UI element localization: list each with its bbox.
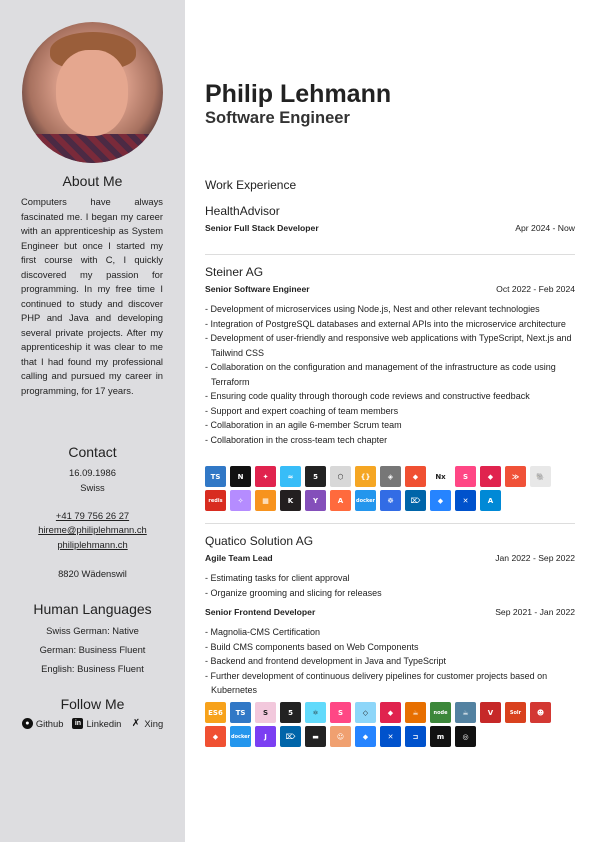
confluence-icon: ✕ (455, 490, 476, 511)
nestjs-icon: ✦ (255, 466, 276, 487)
bullet-item: - Support and expert coaching of team members (205, 404, 575, 419)
bullet-item: - Collaboration in an agile 6-member Scrum team (205, 418, 575, 433)
bullet-item: - Development of microservices using Node.js, Nest and other relevant technologies (205, 302, 575, 317)
company-name: HealthAdvisor (205, 204, 280, 218)
react-icon: ⚛ (305, 702, 326, 723)
divider (205, 254, 575, 255)
es6-icon: ES6 (205, 702, 226, 723)
json-icon: {} (355, 466, 376, 487)
nestjs-shield-icon: ◆ (380, 702, 401, 723)
about-heading: About Me (62, 173, 123, 189)
job-bullets (205, 302, 575, 447)
java-icon: ☕ (405, 702, 426, 723)
bullet-item: - Further development of continuous delivery pipelines for customer projects based on Kubernetes (205, 669, 575, 698)
about-text: Computers have always fascinated me. I began my career with an apprenticeship as System Engineer but once I started my first course with C, I quickly discovered my passion for programming. In my free time I continued to study and discover PHP and Java and developing several private projects. After my apprenticeship it was clear to me that I had found my professional calling and pursued my career in programming, for 17 years. (21, 196, 163, 396)
sentry-icon: A (330, 490, 351, 511)
graphql-purple-icon: ✧ (230, 490, 251, 511)
person-name: Philip Lehmann (205, 80, 392, 108)
git-icon: ◆ (205, 726, 226, 747)
bullet-item: - Organize grooming and slicing for releases (205, 586, 575, 601)
bitbucket-icon: ⊐ (405, 726, 426, 747)
sass-icon: S (255, 702, 276, 723)
kubernetes-icon: ☸ (380, 490, 401, 511)
contact-birthdate: 16.09.1986 (69, 467, 116, 478)
bullet-item: - Build CMS components based on Web Components (205, 640, 575, 655)
bullet-item: - Estimating tasks for client approval (205, 571, 575, 586)
storybook-icon: S (455, 466, 476, 487)
contact-website-link[interactable]: philiplehmann.ch (57, 539, 128, 550)
jenkins-butler-icon: ☺ (330, 726, 351, 747)
github-label: Github (35, 718, 64, 729)
solr-icon: Solr (505, 702, 526, 723)
postgresql-icon: 🐘 (530, 466, 551, 487)
bullet-item: - Collaboration in the cross-team tech chapter (205, 433, 575, 448)
docker-icon: docker (230, 726, 251, 747)
github-link[interactable] (22, 718, 64, 729)
storybook-icon: S (330, 702, 351, 723)
company-name: Quatico Solution AG (205, 534, 314, 548)
job-title: Software Engineer (205, 109, 350, 127)
anvil-icon: ▬ (305, 726, 326, 747)
vscode-icon: ⌦ (280, 726, 301, 747)
xing-link[interactable] (130, 718, 163, 729)
experience-heading: Work Experience (205, 178, 297, 192)
docker-icon: docker (355, 490, 376, 511)
magnolia-icon: m (430, 726, 451, 747)
job-bullets (205, 571, 575, 600)
bullet-item: - Integration of PostgreSQL databases and external APIs into the microservice architecture (205, 317, 575, 332)
nx-icon: Nx (430, 466, 451, 487)
webpack-icon: ◇ (355, 702, 376, 723)
kafka-icon: K (280, 490, 301, 511)
swift-icon: ≫ (505, 466, 526, 487)
languages-heading: Human Languages (33, 601, 152, 617)
social-links (0, 718, 185, 729)
follow-heading: Follow Me (60, 696, 125, 712)
language-item: German: Business Fluent (39, 644, 146, 655)
job-role: Senior Frontend Developer (205, 607, 316, 617)
xing-label: Xing (144, 718, 164, 729)
sidebar (0, 0, 185, 842)
linkedin-icon: in (72, 718, 83, 729)
contact-nationality: Swiss (80, 482, 105, 493)
html5-icon: 5 (305, 466, 326, 487)
contact-heading: Contact (68, 444, 117, 460)
job-role: Agile Team Lead (205, 553, 273, 563)
tailwind-icon: ≈ (280, 466, 301, 487)
bun-icon: ▦ (255, 490, 276, 511)
linkedin-link[interactable] (72, 718, 121, 729)
tech-icons (205, 466, 575, 511)
typescript-icon: TS (205, 466, 226, 487)
github-icon: ● (22, 718, 33, 729)
nestjs-shield-icon: ◆ (480, 466, 501, 487)
camunda-icon: ◎ (455, 726, 476, 747)
jira-icon: ◆ (430, 490, 451, 511)
graphql-icon: ◈ (380, 466, 401, 487)
jenkins-icon: ☻ (530, 702, 551, 723)
jetbrains-icon: J (255, 726, 276, 747)
contact-phone-link[interactable]: +41 79 756 26 27 (55, 510, 130, 521)
nextjs-icon: N (230, 466, 251, 487)
vaadin-icon: V (480, 702, 501, 723)
job-role: Senior Full Stack Developer (205, 223, 319, 233)
nodejs-icon: ⬡ (330, 466, 351, 487)
xing-icon: ✗ (131, 718, 141, 729)
jira-icon: ◆ (355, 726, 376, 747)
bullet-item: - Backend and frontend development in Java and TypeScript (205, 654, 575, 669)
terraform-icon: Y (305, 490, 326, 511)
language-item: English: Business Fluent (41, 663, 144, 674)
nodejs-icon: node (430, 702, 451, 723)
bullet-item: - Magnolia-CMS Certification (205, 625, 575, 640)
java-logo-icon: ☕ (455, 702, 476, 723)
bullet-item: - Development of user-friendly and responsive web applications with TypeScript, Next.js and Tailwind CSS (205, 331, 575, 360)
confluence-icon: ✕ (380, 726, 401, 747)
bullet-item: - Collaboration on the configuration and management of the infrastructure as code using Terraform (205, 360, 575, 389)
job-date: Jan 2022 - Sep 2022 (495, 553, 575, 563)
job-date: Sep 2021 - Jan 2022 (495, 607, 575, 617)
tech-icons (205, 702, 575, 747)
contact-address: 8820 Wädenswil (58, 568, 127, 579)
html5-icon: 5 (280, 702, 301, 723)
divider (205, 523, 575, 524)
company-name: Steiner AG (205, 265, 264, 279)
linkedin-label: Linkedin (86, 718, 122, 729)
job-bullets (205, 625, 575, 698)
job-date: Oct 2022 - Feb 2024 (496, 284, 575, 294)
redis-icon: redis (205, 490, 226, 511)
typescript-icon: TS (230, 702, 251, 723)
job-role: Senior Software Engineer (205, 284, 310, 294)
contact-email-link[interactable]: hireme@philiplehmann.ch (38, 524, 147, 535)
git-icon: ◆ (405, 466, 426, 487)
language-item: Swiss German: Native (46, 625, 139, 636)
azure-icon: A (480, 490, 501, 511)
vscode-icon: ⌦ (405, 490, 426, 511)
job-date: Apr 2024 - Now (515, 223, 575, 233)
profile-photo (22, 22, 163, 163)
bullet-item: - Ensuring code quality through thorough code reviews and constructive feedback (205, 389, 575, 404)
